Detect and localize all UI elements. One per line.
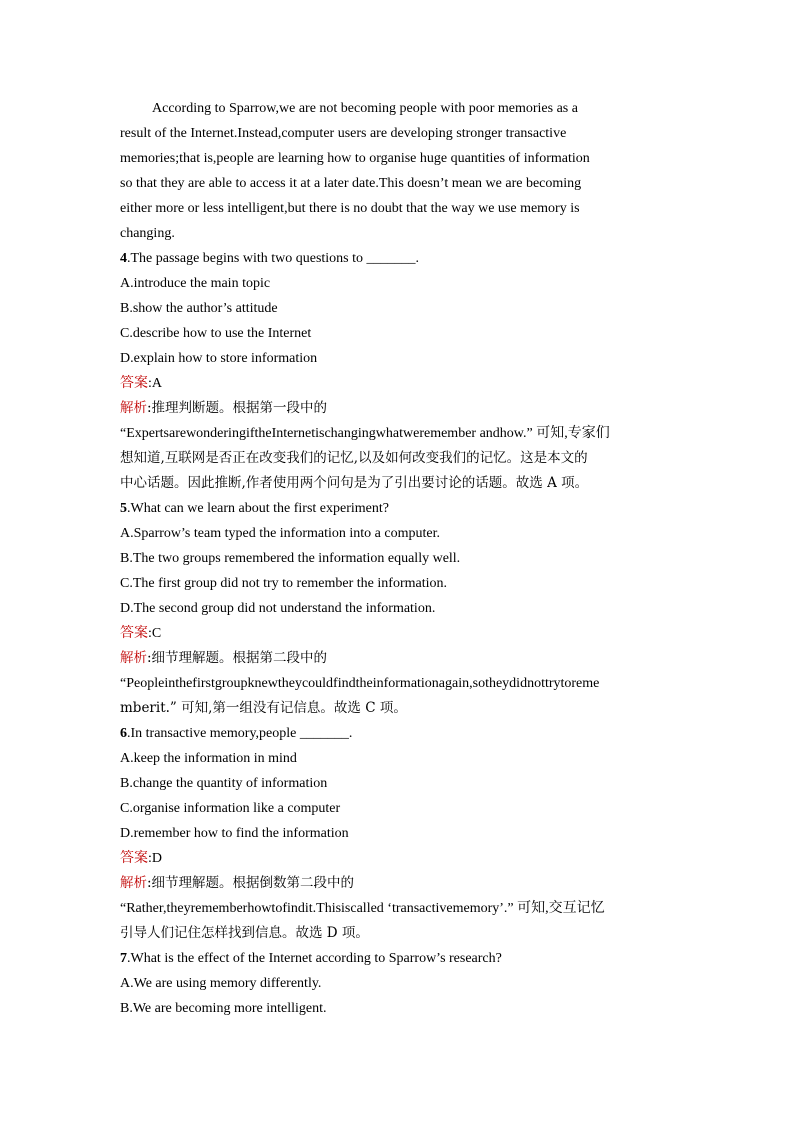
analysis-text: :细节理解题。根据倒数第二段中的 xyxy=(147,875,355,891)
passage-line: memories;that is,people are learning how to organise huge quantities of information xyxy=(120,151,590,166)
option-c: C.organise information like a computer xyxy=(120,801,341,816)
analysis-line: 中心话题。因此推断,作者使用两个问句是为了引出要讨论的话题。故选 A 项。 xyxy=(120,475,589,491)
analysis-text: :细节理解题。根据第二段中的 xyxy=(147,650,328,666)
analysis-line xyxy=(120,396,680,421)
answer-line xyxy=(120,621,680,646)
answer-line xyxy=(120,846,680,871)
question-number: 7 xyxy=(120,951,127,966)
option-b: B.show the author’s attitude xyxy=(120,301,278,316)
question-text: .In transactive memory,people _______. xyxy=(127,726,353,741)
option-b: B.The two groups remembered the information equally well. xyxy=(120,551,461,566)
option-d: D.remember how to find the information xyxy=(120,826,349,841)
passage-line: changing. xyxy=(120,226,175,241)
option-b: B.We are becoming more intelligent. xyxy=(120,1001,327,1016)
option-a: A.We are using memory differently. xyxy=(120,976,322,991)
question-text: .What can we learn about the first experiment? xyxy=(127,501,389,516)
option-c: C.describe how to use the Internet xyxy=(120,326,312,341)
option-d: D.The second group did not understand the information. xyxy=(120,601,436,616)
question-number: 4 xyxy=(120,251,127,266)
question-number: 5 xyxy=(120,501,127,516)
answer-line xyxy=(120,371,680,396)
question-text: .What is the effect of the Internet according to Sparrow’s research? xyxy=(127,951,502,966)
option-a: A.keep the information in mind xyxy=(120,751,297,766)
analysis-line xyxy=(120,871,680,896)
answer-value: :D xyxy=(148,851,162,866)
question-6-stem xyxy=(120,721,680,746)
option-a: A.introduce the main topic xyxy=(120,276,271,291)
passage-line: so that they are able to access it at a later date.This doesn’t mean we are becoming xyxy=(120,176,582,191)
analysis-line: “Peopleinthefirstgroupknewtheycouldfindtheinformationagain,sotheydidnottrytoreme xyxy=(120,676,600,691)
analysis-line: “ExpertsarewonderingiftheInternetischangingwhatweremember andhow.” 可知,专家们 xyxy=(120,426,610,441)
option-c: C.The first group did not try to remember the information. xyxy=(120,576,447,591)
option-d: D.explain how to store information xyxy=(120,351,318,366)
passage-line: According to Sparrow,we are not becoming people with poor memories as a xyxy=(152,101,578,116)
analysis-line: mberit.” 可知,第一组没有记信息。故选 C 项。 xyxy=(120,700,407,716)
option-b: B.change the quantity of information xyxy=(120,776,328,791)
question-5-stem xyxy=(120,496,680,521)
answer-value: :C xyxy=(148,626,162,641)
analysis-label: 解析 xyxy=(120,875,147,891)
answer-label: 答案 xyxy=(120,850,148,866)
answer-value: :A xyxy=(148,376,162,391)
analysis-text: :推理判断题。根据第一段中的 xyxy=(147,400,328,416)
analysis-line: 引导人们记住怎样找到信息。故选 D 项。 xyxy=(120,925,369,941)
analysis-label: 解析 xyxy=(120,400,147,416)
analysis-line: 想知道,互联网是否正在改变我们的记忆,以及如何改变我们的记忆。这是本文的 xyxy=(120,450,588,466)
passage-line: either more or less intelligent,but there is no doubt that the way we use memory is xyxy=(120,201,580,216)
passage-line: result of the Internet.Instead,computer users are developing stronger transactive xyxy=(120,126,567,141)
analysis-label: 解析 xyxy=(120,650,147,666)
option-a: A.Sparrow’s team typed the information into a computer. xyxy=(120,526,440,541)
answer-label: 答案 xyxy=(120,375,148,391)
question-7-stem xyxy=(120,946,680,971)
question-number: 6 xyxy=(120,726,127,741)
question-4-stem xyxy=(120,246,680,271)
question-text: .The passage begins with two questions to _______. xyxy=(127,251,420,266)
analysis-line xyxy=(120,646,680,671)
answer-label: 答案 xyxy=(120,625,148,641)
analysis-line: “Rather,theyrememberhowtofindit.Thisiscalled ‘transactivememory’.” 可知,交互记忆 xyxy=(120,901,605,916)
